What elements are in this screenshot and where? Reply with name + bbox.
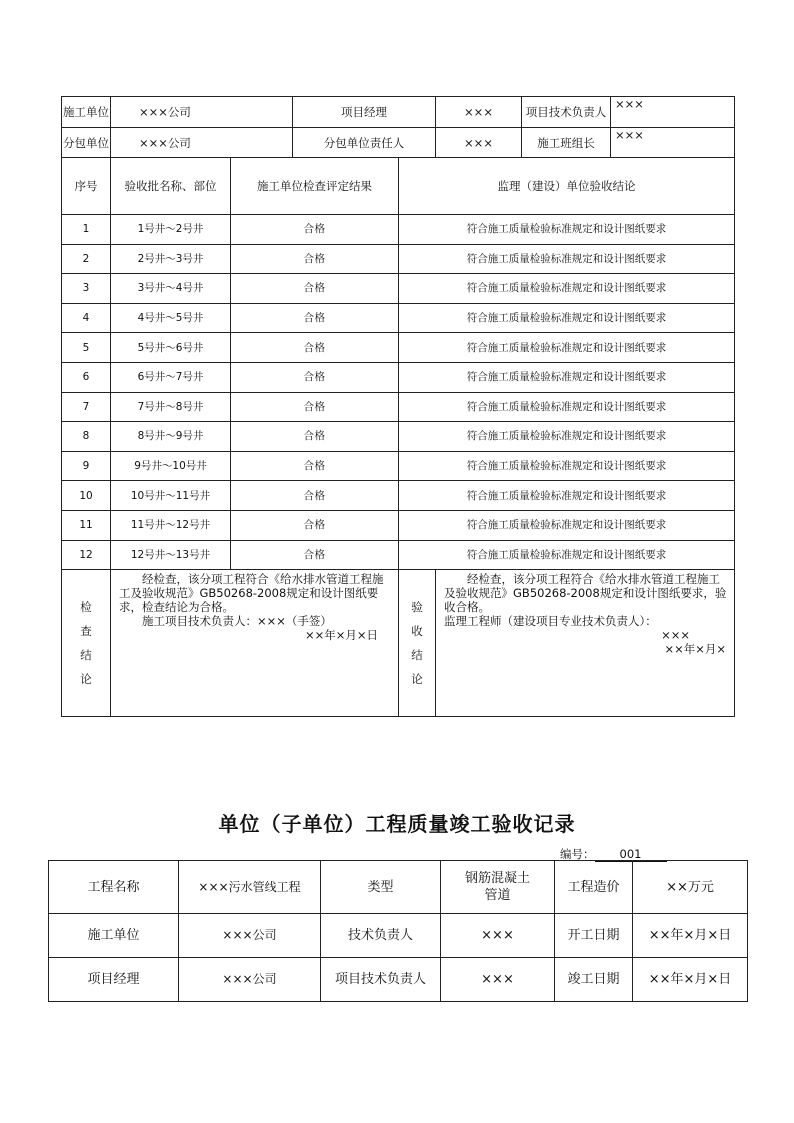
inspection-text: 经检查，该分项工程符合《给水排水管道工程施工及验收规范》GB50268-2008规定和设计图纸要求，检查结论为合格。: [119, 572, 384, 615]
item-seq: 10: [62, 481, 111, 511]
header-seq: 序号: [62, 158, 111, 215]
tech-responsible-value: ×××: [441, 914, 555, 958]
inspection-signer: 施工项目技术负责人：×××（手签）: [142, 614, 332, 629]
item-seq: 4: [62, 303, 111, 333]
item-batch-name: 4号井～5号井: [111, 303, 231, 333]
item-conclusion: 符合施工质量检验标准规定和设计图纸要求: [399, 510, 735, 540]
item-conclusion: 符合施工质量检验标准规定和设计图纸要求: [399, 362, 735, 392]
table-row: [62, 481, 735, 511]
table-row: [49, 958, 748, 1002]
project-cost-value: ××万元: [633, 861, 748, 914]
document-title: 单位（子单位）工程质量竣工验收记录: [218, 812, 576, 836]
header-batch-name: 验收批名称、部位: [111, 158, 231, 215]
item-batch-name: 7号井～8号井: [111, 392, 231, 422]
label-team-leader: 施工班组长: [522, 128, 611, 158]
acceptance-date-wrap: [436, 656, 731, 670]
item-conclusion: 符合施工质量检验标准规定和设计图纸要求: [399, 392, 735, 422]
contractor-value: ×××公司: [179, 914, 321, 958]
item-seq: 8: [62, 422, 111, 452]
item-conclusion: 符合施工质量检验标准规定和设计图纸要求: [399, 303, 735, 333]
item-conclusion: 符合施工质量检验标准规定和设计图纸要求: [399, 481, 735, 511]
item-conclusion: 符合施工质量检验标准规定和设计图纸要求: [399, 422, 735, 452]
item-conclusion: 符合施工质量检验标准规定和设计图纸要求: [399, 333, 735, 363]
item-batch-name: 12号井～13号井: [111, 540, 231, 570]
label-type: 类型: [321, 861, 441, 914]
table-row: [62, 303, 735, 333]
label-project-tech-lead: 项目技术负责人: [321, 958, 441, 1002]
table-row: [62, 274, 735, 304]
item-result: 合格: [231, 244, 399, 274]
completion-acceptance-table: [48, 860, 748, 1002]
item-seq: 3: [62, 274, 111, 304]
inspection-label: 检 查 结 论: [62, 570, 111, 717]
item-seq: 5: [62, 333, 111, 363]
serial-label: 编号：: [560, 847, 595, 861]
item-result: 合格: [231, 215, 399, 245]
type-value: 钢筋混凝土管道: [441, 861, 555, 914]
item-batch-name: 1号井～2号井: [111, 215, 231, 245]
table-row: [62, 362, 735, 392]
item-batch-name: 9号井～10号井: [111, 451, 231, 481]
item-result: 合格: [231, 540, 399, 570]
acceptance-signer: 监理工程师（建设项目专业技术负责人）：: [444, 614, 657, 629]
label-contractor: 施工单位: [49, 914, 179, 958]
item-seq: 11: [62, 510, 111, 540]
inspection-batch-table: [61, 96, 735, 717]
item-batch-name: 10号井～11号井: [111, 481, 231, 511]
project-name-value: ×××污水管线工程: [179, 861, 321, 914]
item-result: 合格: [231, 362, 399, 392]
header-contractor-result: 施工单位检查评定结果: [231, 158, 399, 215]
item-seq: 6: [62, 362, 111, 392]
item-result: 合格: [231, 274, 399, 304]
label-subcontractor-responsible: 分包单位责任人: [293, 128, 436, 158]
label-project-name: 工程名称: [49, 861, 179, 914]
item-seq: 9: [62, 451, 111, 481]
project-tech-lead-value: ×××: [441, 958, 555, 1002]
label-subcontractor: 分包单位: [62, 128, 111, 158]
item-batch-name: 8号井～9号井: [111, 422, 231, 452]
item-result: 合格: [231, 422, 399, 452]
project-manager-value: ×××: [436, 97, 522, 128]
table-row: [62, 244, 735, 274]
item-batch-name: 5号井～6号井: [111, 333, 231, 363]
item-result: 合格: [231, 333, 399, 363]
table-row: [49, 914, 748, 958]
label-tech-responsible: 技术负责人: [321, 914, 441, 958]
label-tech-lead: 项目技术负责人: [522, 97, 611, 128]
item-conclusion: 符合施工质量检验标准规定和设计图纸要求: [399, 215, 735, 245]
table-row: [62, 392, 735, 422]
item-result: 合格: [231, 510, 399, 540]
acceptance-date: ××年×月×: [664, 642, 727, 657]
contractor-value: ×××公司: [111, 97, 293, 128]
label-project-manager: 项目经理: [293, 97, 436, 128]
item-conclusion: 符合施工质量检验标准规定和设计图纸要求: [399, 451, 735, 481]
item-conclusion: 符合施工质量检验标准规定和设计图纸要求: [399, 244, 735, 274]
item-result: 合格: [231, 303, 399, 333]
item-result: 合格: [231, 481, 399, 511]
table-row: [62, 215, 735, 245]
item-conclusion: 符合施工质量检验标准规定和设计图纸要求: [399, 274, 735, 304]
acceptance-signer-name: ×××: [661, 628, 691, 643]
item-batch-name: 6号井～7号井: [111, 362, 231, 392]
subcontractor-value: ×××公司: [111, 128, 293, 158]
item-seq: 1: [62, 215, 111, 245]
item-batch-name: 3号井～4号井: [111, 274, 231, 304]
table-row: [62, 540, 735, 570]
label-contractor: 施工单位: [62, 97, 111, 128]
acceptance-conclusion: [436, 570, 735, 717]
table-row: [62, 422, 735, 452]
item-result: 合格: [231, 451, 399, 481]
team-leader-value: ×××: [611, 128, 735, 158]
tech-lead-value: ×××: [611, 97, 735, 128]
inspection-conclusion: [111, 570, 399, 717]
project-manager-value: ×××公司: [179, 958, 321, 1002]
item-conclusion: 符合施工质量检验标准规定和设计图纸要求: [399, 540, 735, 570]
start-date-value: ××年×月×日: [633, 914, 748, 958]
label-project-manager: 项目经理: [49, 958, 179, 1002]
table-row: [62, 451, 735, 481]
table-row: [62, 333, 735, 363]
acceptance-label: 验 收 结 论: [399, 570, 436, 717]
subcontractor-responsible-value: ×××: [436, 128, 522, 158]
acceptance-text: 经检查，该分项工程符合《给水排水管道工程施工及验收规范》GB50268-2008规定和设计图纸要求，验收合格。: [444, 572, 727, 615]
item-batch-name: 2号井～3号井: [111, 244, 231, 274]
label-project-cost: 工程造价: [555, 861, 633, 914]
label-start-date: 开工日期: [555, 914, 633, 958]
header-supervision-conclusion: 监理（建设）单位验收结论: [399, 158, 735, 215]
item-seq: 2: [62, 244, 111, 274]
table-row: [62, 510, 735, 540]
item-batch-name: 11号井～12号井: [111, 510, 231, 540]
item-result: 合格: [231, 392, 399, 422]
table-row: [49, 861, 748, 914]
item-seq: 12: [62, 540, 111, 570]
label-completion-date: 竣工日期: [555, 958, 633, 1002]
serial-value: 001: [595, 847, 667, 862]
item-seq: 7: [62, 392, 111, 422]
completion-date-value: ××年×月×日: [633, 958, 748, 1002]
inspection-date: ××年×月×日: [304, 628, 379, 643]
